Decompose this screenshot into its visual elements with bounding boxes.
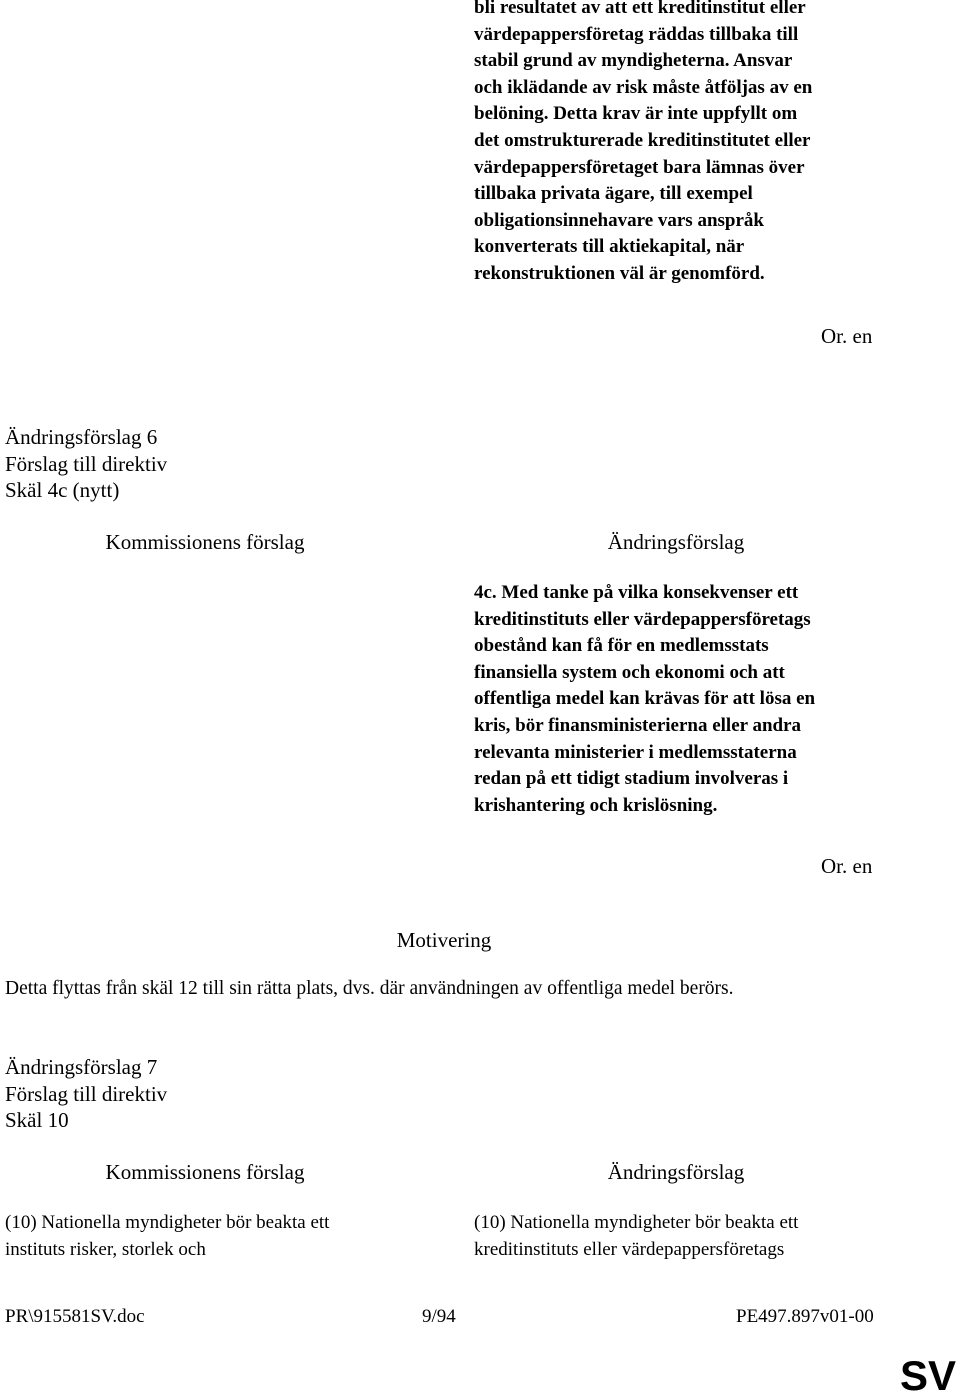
- amendment-line: obestånd kan få för en medlemsstats: [474, 635, 769, 657]
- amendment-title: Ändringsförslag 7: [5, 1055, 158, 1079]
- amendment-recital: Skäl 4c (nytt): [5, 478, 120, 503]
- commission-line: instituts risker, storlek och: [5, 1238, 206, 1260]
- amendment-title: Ändringsförslag 6: [5, 425, 158, 449]
- amendment-subtitle: Förslag till direktiv: [5, 451, 168, 476]
- paragraph-line: och iklädande av risk måste åtföljas av en: [474, 76, 813, 98]
- column-header-commission: Kommissionens förslag: [105, 530, 305, 554]
- column-header-amendment: Ändringsförslag: [607, 530, 745, 554]
- paragraph-line: bli resultatet av att ett kreditinstitut eller: [474, 0, 806, 18]
- footer-pe-ref: PE497.897v01-00: [736, 1306, 874, 1327]
- paragraph-line: stabil grund av myndigheterna. Ansvar: [474, 50, 793, 72]
- motivation-heading: Motivering: [396, 928, 492, 952]
- amendment-line: 4c. Med tanke på vilka konsekvenser ett: [474, 582, 799, 603]
- paragraph-line: konverterats till aktiekapital, när: [474, 236, 745, 258]
- amendment-line: kris, bör finansministerierna eller andra: [474, 714, 802, 736]
- original-language-marker: Or. en: [821, 854, 873, 878]
- footer-page-number: 9/94: [422, 1306, 456, 1327]
- original-language-marker: Or. en: [821, 324, 873, 348]
- amendment-line: kreditinstituts eller värdepappersföretags: [474, 1238, 785, 1260]
- amendment-line: krishantering och krislösning.: [474, 794, 718, 816]
- column-header-amendment: Ändringsförslag: [607, 1160, 745, 1184]
- paragraph-line: värdepappersföretag räddas tillbaka till: [474, 23, 799, 45]
- amendment-line: redan på ett tidigt stadium involveras i: [474, 768, 789, 790]
- paragraph-line: tillbaka privata ägare, till exempel: [474, 183, 753, 205]
- paragraph-line: det omstrukturerade kreditinstitutet eller: [474, 129, 811, 151]
- footer-language-code: SV: [900, 1352, 957, 1399]
- amendment-line: offentliga medel kan krävas för att lösa en: [474, 688, 816, 710]
- paragraph-line: belöning. Detta krav är inte uppfyllt om: [474, 103, 798, 125]
- column-header-commission: Kommissionens förslag: [105, 1160, 305, 1184]
- top-paragraph: [474, 0, 894, 288]
- paragraph-line: rekonstruktionen väl är genomförd.: [474, 262, 765, 284]
- commission-text: [5, 1210, 445, 1263]
- amendment-subtitle: Förslag till direktiv: [5, 1081, 168, 1106]
- amendment-heading: [5, 1054, 167, 1134]
- paragraph-line: värdepappersföretaget bara lämnas över: [474, 156, 805, 178]
- amendment-line: kreditinstituts eller värdepappersföretags: [474, 608, 811, 630]
- amendment-text: [474, 580, 894, 819]
- commission-line: (10) Nationella myndigheter bör beakta ett: [5, 1212, 330, 1233]
- amendment-heading: [5, 424, 167, 504]
- amendment-line: finansiella system och ekonomi och att: [474, 661, 785, 683]
- amendment-recital: Skäl 10: [5, 1108, 69, 1133]
- paragraph-line: obligationsinnehavare vars anspråk: [474, 209, 764, 231]
- motivation-text: Detta flyttas från skäl 12 till sin rätta plats, dvs. där användningen av offentliga medel berörs.: [5, 978, 734, 999]
- footer-doc-ref: PR\915581SV.doc: [5, 1306, 145, 1327]
- amendment-line: relevanta ministerier i medlemsstaterna: [474, 741, 797, 763]
- amendment-text: [474, 1210, 894, 1263]
- amendment-line: (10) Nationella myndigheter bör beakta ett: [474, 1212, 799, 1233]
